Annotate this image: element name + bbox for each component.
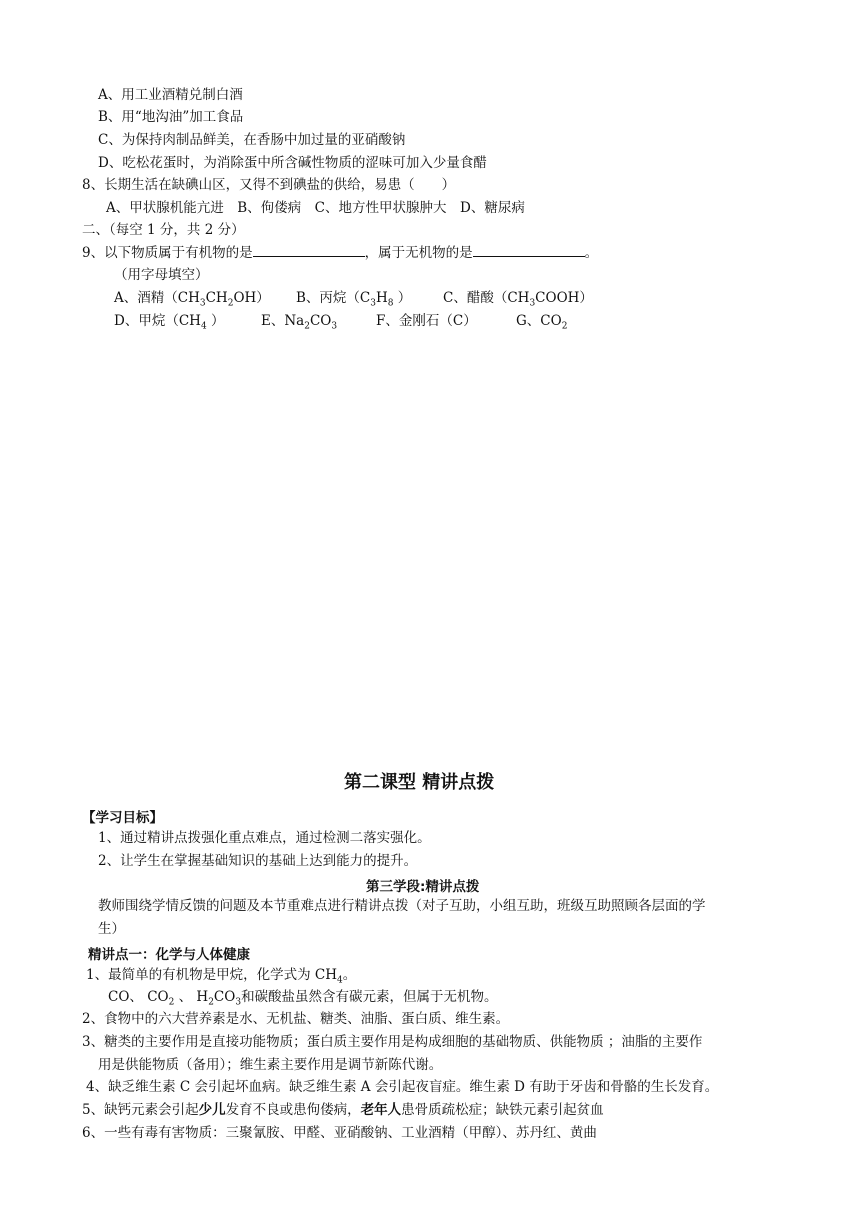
q9-stem-part1: 9、以下物质属于有机物的是 [82, 245, 253, 261]
q8-options: A、甲状腺机能亢进 B、佝偻病 C、地方性甲状腺肿大 D、糖尿病 [106, 200, 525, 216]
goal-1: 1、通过精讲点拨强化重点难点，通过检测二落实强化。 [98, 830, 431, 846]
point-3-line-1: 3、糖类的主要作用是直接功能物质；蛋白质主要作用是构成细胞的基础物质、供能物质 ；油脂的主要作 [82, 1034, 703, 1050]
q9-option-g: G、$CO_2$ [516, 313, 568, 332]
teacher-line-2: 生） [98, 921, 125, 937]
point-5-a: 5、缺钙元素会引起 [82, 1102, 199, 1118]
q9-option-e: E、$Na_2CO_3$ [261, 313, 338, 332]
q7-option-d: D、吃松花蛋时，为消除蛋中所含碱性物质的涩味可加入少量食醋 [98, 155, 487, 171]
q9-option-a: A、酒精$(CH_3CH_2OH)$ [114, 290, 270, 309]
q9-option-g-text: G、CO [516, 313, 562, 329]
point-5 [82, 1101, 604, 1119]
section2-header: 二、（每空 1 分，共 2 分） [82, 222, 245, 238]
q9-stem-part3: 。 [584, 245, 599, 261]
q9-hint: （用字母填空） [114, 267, 209, 283]
q9-option-d-text: D、甲烷（CH [114, 313, 201, 329]
point-6: 6、一些有毒有害物质：三聚氰胺、甲醛、亚硝酸钠、工业酒精（甲醇）、苏丹红、黄曲 [82, 1125, 597, 1141]
point-1-cont-text: 和碳酸盐虽然含有碳元素，但属于无机物。 [241, 989, 498, 1005]
goals-header: 【学习目标】 [82, 810, 163, 826]
point1-header: 精讲点一：化学与人体健康 [88, 947, 250, 963]
q9-option-e-text: E、Na [261, 313, 305, 329]
stage-title: 第三学段:精讲点拨 [366, 879, 480, 895]
q7-option-a: A、用工业酒精兑制白酒 [98, 87, 243, 103]
q9-stem [82, 244, 598, 262]
q9-option-b: B、丙烷（$C_3H_8$ ） [296, 290, 412, 309]
point-1: 1、最简单的有机物是甲烷，化学式为 $CH_4$。 [86, 967, 357, 986]
q9-option-c-text: C、醋酸（CH [443, 290, 530, 306]
point-1-text: 1、最简单的有机物是甲烷，化学式为 CH [86, 967, 337, 983]
q7-option-c: C、为保持肉制品鲜美，在香肠中加过量的亚硝酸钠 [98, 132, 406, 148]
q9-organic-blank[interactable] [253, 244, 365, 257]
page-title: 第二课型 精讲点拨 [344, 772, 495, 793]
q9-option-d: D、甲烷（$CH_4$ ） [114, 313, 225, 332]
q9-option-b-text: B、丙烷（C [296, 290, 371, 306]
point-1-continued: CO、 $CO_2$ 、 $H_2CO_3$和碳酸盐虽然含有碳元素，但属于无机物。 [108, 989, 498, 1008]
goal-2: 2、让学生在掌握基础知识的基础上达到能力的提升。 [98, 853, 418, 869]
point-5-children: 少儿 [198, 1102, 226, 1118]
q9-option-a-text: A、酒精（CH [114, 290, 200, 306]
point-2: 2、食物中的六大营养素是水、无机盐、糖类、油脂、蛋白质、维生素。 [82, 1011, 510, 1027]
q9-inorganic-blank[interactable] [473, 244, 585, 257]
teacher-line-1: 教师围绕学情反馈的问题及本节重难点进行精讲点拨（对子互助，小组互助，班级互助照顾各层面的学 [98, 898, 706, 914]
q7-option-b: B、用“地沟油”加工食品 [98, 109, 244, 125]
q9-stem-part2: ，属于无机物的是 [364, 245, 473, 261]
point-5-elderly: 老年人 [360, 1102, 402, 1118]
point-4: 4、缺乏维生素 C 会引起坏血病。缺乏维生素 A 会引起夜盲症。维生素 D 有助于牙齿和骨骼的生长发育。 [86, 1079, 719, 1095]
q9-option-f: F、金刚石（C） [376, 313, 477, 329]
point-5-c: 发育不良或患佝偻病， [225, 1102, 361, 1118]
q8-stem: 8、长期生活在缺碘山区，又得不到碘盐的供给，易患（ ） [82, 177, 456, 193]
q9-option-c: C、醋酸$(CH_3COOH)$ [443, 290, 593, 309]
point-3-line-2: 用是供能物质（备用）；维生素主要作用是调节新陈代谢。 [98, 1057, 443, 1073]
point-5-e: 患骨质疏松症；缺铁元素引起贫血 [401, 1102, 604, 1118]
